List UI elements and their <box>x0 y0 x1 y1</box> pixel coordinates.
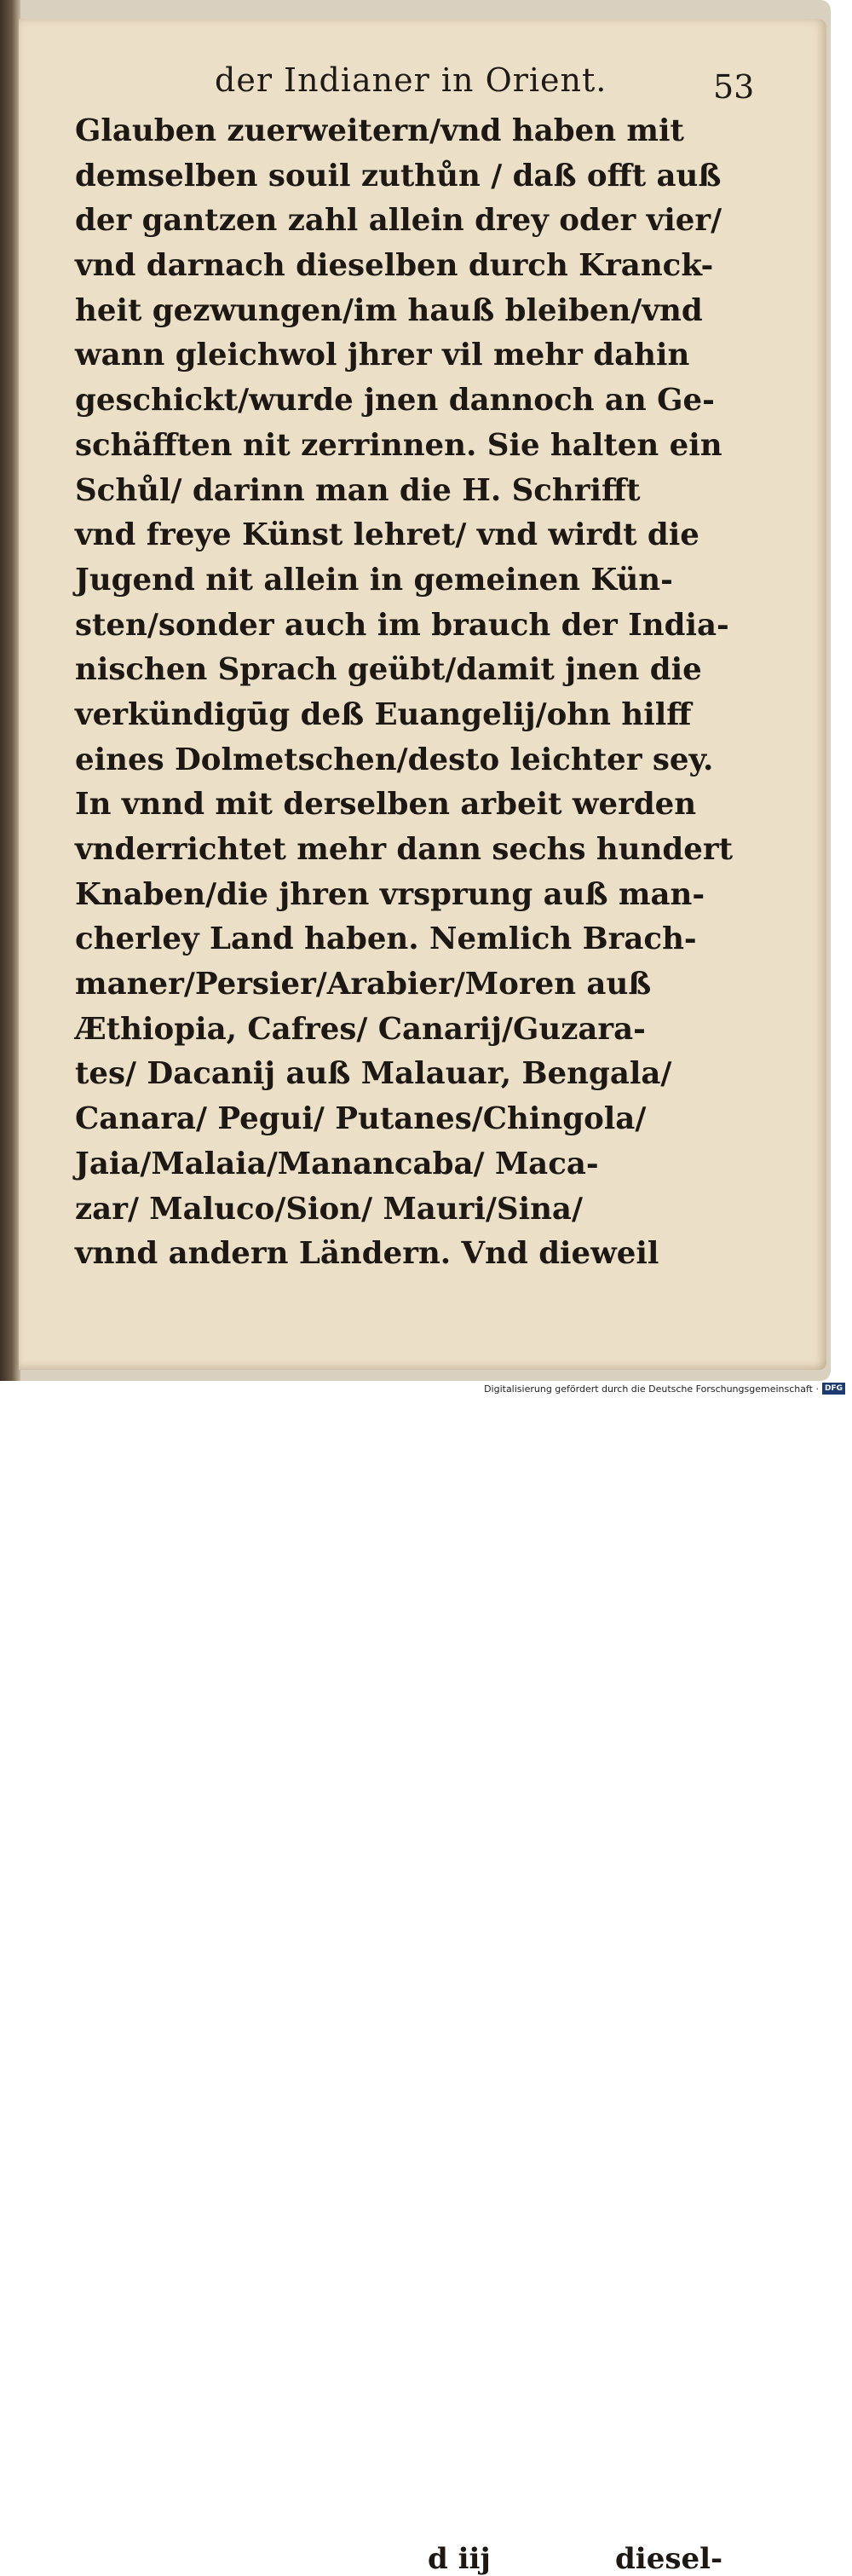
signature-mark: d iij <box>428 2542 491 2576</box>
catchword: diesel- <box>615 2542 723 2576</box>
text-line: vnderrichtet mehr dann sechs hundert <box>75 832 734 867</box>
text-line: schäfften nit zerrinnen. Sie halten ein <box>75 427 722 463</box>
text-line: maner/Persier/Arabier/Moren auß <box>75 967 652 1002</box>
text-line: Glauben zuerweitern/vnd haben mit <box>75 113 684 148</box>
text-line: eines Dolmetschen/desto leichter sey. <box>75 742 714 777</box>
text-line: tes/ Dacanij auß Malauar, Bengala/ <box>75 1056 672 1092</box>
text-line: Jaia/Malaia/Manancaba/ Maca- <box>75 1146 599 1181</box>
text-line: heit gezwungen/im hauß bleiben/vnd <box>75 292 703 328</box>
text-line: der gantzen zahl allein drey oder vier/ <box>75 203 722 239</box>
text-line: geschickt/wurde jnen dannoch an Ge- <box>75 383 715 419</box>
body-text <box>75 109 757 1277</box>
text-line: wann gleichwol jhrer vil mehr dahin <box>75 338 690 373</box>
text-line: zar/ Maluco/Sion/ Mauri/Sina/ <box>75 1191 583 1227</box>
text-line: cherley Land haben. Nemlich Brach- <box>75 921 697 957</box>
text-line: Æthiopia, Cafres/ Canarij/Guzara- <box>75 1011 646 1047</box>
binding-edge <box>0 0 20 1381</box>
digitization-footer <box>484 1383 845 1395</box>
text-line: demselben souil zuthůn / daß offt auß <box>75 158 722 193</box>
text-line: verkündigūg deß Euangelij/ohn hilff <box>75 696 692 732</box>
text-line: Knaben/die jhren vrsprung auß man- <box>75 876 705 912</box>
text-line: Jugend nit allein in gemeinen Kün- <box>75 562 673 598</box>
text-line: vnnd andern Ländern. Vnd dieweil <box>75 1236 659 1272</box>
text-line: Canara/ Pegui/ Putanes/Chingola/ <box>75 1101 647 1137</box>
text-line: sten/sonder auch im brauch der India- <box>75 607 729 643</box>
text-line: Schůl/ darinn man die H. Schrifft <box>75 472 641 508</box>
dfg-logo: DFG <box>822 1383 845 1395</box>
page-number: 53 <box>713 68 755 106</box>
footer-credit: Digitalisierung gefördert durch die Deutsche Forschungsgemeinschaft · <box>484 1383 819 1395</box>
text-line: vnd freye Künst lehret/ vnd wirdt die <box>75 517 699 553</box>
text-line: vnd darnach dieselben durch Kranck- <box>75 248 714 284</box>
text-line: nischen Sprach geübt/damit jnen die <box>75 652 702 688</box>
text-line: In vnnd mit derselben arbeit werden <box>75 787 697 823</box>
running-head: der Indianer in Orient. <box>215 61 607 99</box>
